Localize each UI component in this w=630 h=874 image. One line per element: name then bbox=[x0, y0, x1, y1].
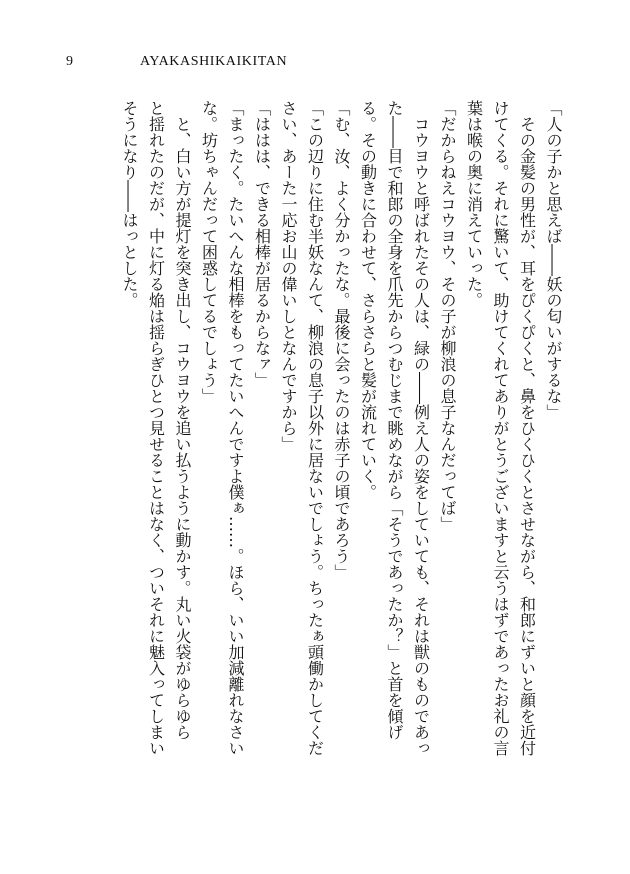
page-number: 9 bbox=[66, 54, 74, 69]
text-line: 「む、汝、よく分かったな。最後に会ったのは赤子の頃であろう」 bbox=[332, 100, 351, 580]
text-line: 「まったく。たいへんな相棒をもってたいへんですよ僕ぁ……。ほら、いい加減離れなさい bbox=[226, 100, 245, 756]
text-line: 「この辺りに住む半妖なんて、柳浪の息子以外に居ないでしょう。ちったぁ頭働かしてくだ bbox=[305, 100, 325, 756]
text-line: さい、あーた一応お山の偉いしとなんですから」 bbox=[279, 100, 298, 452]
text-line: 「だからねえコウヨウ、その子が柳浪の息子なんだってば」 bbox=[438, 100, 457, 532]
text-line: そうになり――はっとした。 bbox=[120, 100, 139, 308]
vertical-text-block bbox=[66, 100, 566, 812]
text-line: 葉は喉の奥に消えていった。 bbox=[464, 100, 484, 308]
text-line: た――目で和郎の全身を爪先からつむじまで眺めながら「そうであったか？」と首を傾げ bbox=[385, 100, 404, 740]
running-title: AYAKASHIKAIKITAN bbox=[140, 54, 288, 69]
text-line: その金髪の男性が、耳をぴくぴくと、鼻をひくひくとさせながら、和郎にずいと顔を近付 bbox=[517, 100, 537, 756]
text-line: と、白い方が提灯を突き出し、コウヨウを追い払うように動かす。丸い火袋がゆらゆら bbox=[173, 100, 192, 740]
text-line: けてくる。それに驚いて、助けてくれてありがとうございますと云うはずであったお礼の言 bbox=[491, 100, 510, 756]
text-line: 「ははは、できる相棒が居るからなァ」 bbox=[252, 100, 272, 388]
text-line: 「人の子かと思えば――妖の匂いがするな」 bbox=[544, 100, 563, 420]
text-line: と揺れたのだが、中に灯る焔は揺らぎひとつ見せることはなく、ついそれに魅入ってしまい bbox=[146, 100, 166, 756]
text-line: コウヨウと呼ばれたその人は、緑の――例え人の姿をしていても、それは獣のものであっ bbox=[411, 100, 431, 756]
text-line: る。その動きに合わせて、さらさらと髪が流れていく。 bbox=[358, 100, 378, 500]
text-line: な。坊ちゃんだって困惑してるでしょう」 bbox=[199, 100, 219, 404]
